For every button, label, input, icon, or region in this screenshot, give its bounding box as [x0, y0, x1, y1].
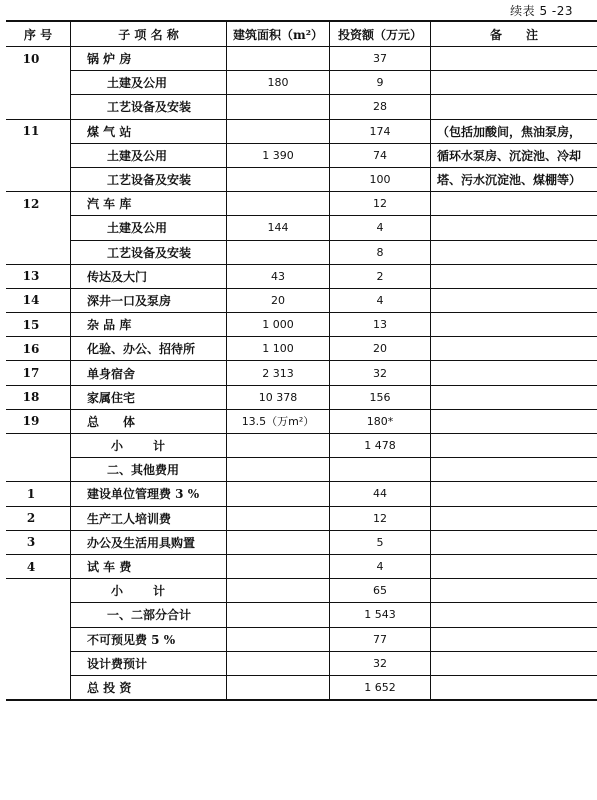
cell-remark: 循环水泵房、沉淀池、冷却: [431, 143, 597, 167]
table-row: [6, 313, 597, 337]
table-row: [6, 119, 597, 143]
cell-area: 1 390: [227, 143, 330, 167]
cell-area: [227, 95, 330, 119]
cell-seq: [6, 167, 71, 191]
table-row: [6, 530, 597, 554]
cell-item: 生产工人培训费: [71, 506, 227, 530]
cell-seq: 3: [6, 530, 71, 554]
cell-area: [227, 47, 330, 71]
cell-remark: [431, 288, 597, 312]
cell-remark: [431, 216, 597, 240]
cell-remark: [431, 337, 597, 361]
cell-invest: 9: [330, 71, 431, 95]
cell-invest: 1 652: [330, 675, 431, 700]
cell-remark: （包括加酸间，焦油泵房，: [431, 119, 597, 143]
cell-item: 总 投 资: [71, 675, 227, 700]
cell-seq: [6, 71, 71, 95]
cell-area: [227, 192, 330, 216]
cell-item: 锅 炉 房: [71, 47, 227, 71]
cell-seq: 10: [6, 47, 71, 71]
table-row: [6, 216, 597, 240]
cell-seq: [6, 675, 71, 700]
cell-remark: [431, 530, 597, 554]
cell-item: 化验、办公、招待所: [71, 337, 227, 361]
cell-seq: [6, 458, 71, 482]
table-row: [6, 458, 597, 482]
table-row: [6, 240, 597, 264]
cell-seq: 14: [6, 288, 71, 312]
table-body: [6, 47, 597, 701]
cell-invest: 77: [330, 627, 431, 651]
table-row: [6, 288, 597, 312]
table-row: [6, 409, 597, 433]
cell-item: 一、二部分合计: [71, 603, 227, 627]
cell-remark: [431, 192, 597, 216]
cell-invest: 4: [330, 554, 431, 578]
cell-item: 土建及公用: [71, 71, 227, 95]
cell-item: 建设单位管理费 3 %: [71, 482, 227, 506]
cell-item: 家属住宅: [71, 385, 227, 409]
cell-area: [227, 627, 330, 651]
cell-item: 小 计: [71, 434, 227, 458]
cell-item: 工艺设备及安装: [71, 167, 227, 191]
cell-invest: 20: [330, 337, 431, 361]
cell-seq: 2: [6, 506, 71, 530]
cell-remark: [431, 579, 597, 603]
cell-remark: [431, 603, 597, 627]
cell-remark: [431, 506, 597, 530]
cell-remark: [431, 675, 597, 700]
table-row: [6, 95, 597, 119]
cell-invest: 174: [330, 119, 431, 143]
cell-invest: 5: [330, 530, 431, 554]
cell-invest: 65: [330, 579, 431, 603]
cell-seq: 12: [6, 192, 71, 216]
cell-item: 传达及大门: [71, 264, 227, 288]
cell-remark: [431, 627, 597, 651]
cell-area: 180: [227, 71, 330, 95]
cell-area: [227, 603, 330, 627]
cell-invest: 156: [330, 385, 431, 409]
cell-item: 试 车 费: [71, 554, 227, 578]
cell-area: 10 378: [227, 385, 330, 409]
cell-item: 工艺设备及安装: [71, 240, 227, 264]
table-row: [6, 143, 597, 167]
cell-remark: 塔、污水沉淀池、煤棚等）: [431, 167, 597, 191]
cell-area: [227, 530, 330, 554]
cell-seq: [6, 240, 71, 264]
cell-area: 43: [227, 264, 330, 288]
cell-area: [227, 651, 330, 675]
cell-item: 土建及公用: [71, 216, 227, 240]
header-area: 建筑面积（m²）: [227, 21, 330, 47]
cell-area: [227, 458, 330, 482]
cell-area: 13.5（万m²）: [227, 409, 330, 433]
table-row: [6, 603, 597, 627]
cell-item: 小 计: [71, 579, 227, 603]
cell-remark: [431, 434, 597, 458]
cell-item: 办公及生活用具购置: [71, 530, 227, 554]
cell-remark: [431, 71, 597, 95]
cell-item: 汽 车 库: [71, 192, 227, 216]
cell-remark: [431, 264, 597, 288]
cell-invest: 12: [330, 506, 431, 530]
cell-invest: 100: [330, 167, 431, 191]
cell-remark: [431, 651, 597, 675]
cell-remark: [431, 385, 597, 409]
cell-invest: 1 543: [330, 603, 431, 627]
cell-invest: 44: [330, 482, 431, 506]
cell-seq: [6, 603, 71, 627]
cell-seq: 18: [6, 385, 71, 409]
table-row: [6, 192, 597, 216]
cell-seq: 4: [6, 554, 71, 578]
cell-area: [227, 675, 330, 700]
cell-seq: [6, 216, 71, 240]
cell-seq: [6, 651, 71, 675]
cell-invest: 4: [330, 288, 431, 312]
cell-remark: [431, 458, 597, 482]
cell-remark: [431, 313, 597, 337]
cell-area: [227, 506, 330, 530]
cell-area: [227, 554, 330, 578]
table-row: [6, 337, 597, 361]
cell-area: 2 313: [227, 361, 330, 385]
cell-invest: 12: [330, 192, 431, 216]
cell-item: 土建及公用: [71, 143, 227, 167]
table-row: [6, 675, 597, 700]
table-row: [6, 71, 597, 95]
table-row: [6, 385, 597, 409]
cell-seq: 16: [6, 337, 71, 361]
cell-area: [227, 119, 330, 143]
header-remark: 备 注: [431, 21, 597, 47]
cell-seq: 19: [6, 409, 71, 433]
cell-area: 20: [227, 288, 330, 312]
cell-remark: [431, 361, 597, 385]
cell-seq: 13: [6, 264, 71, 288]
table-row: [6, 579, 597, 603]
cell-seq: [6, 434, 71, 458]
cell-area: [227, 240, 330, 264]
cell-invest: 8: [330, 240, 431, 264]
cell-invest: 28: [330, 95, 431, 119]
table-row: [6, 167, 597, 191]
cell-invest: 1 478: [330, 434, 431, 458]
cell-invest: 180*: [330, 409, 431, 433]
cell-seq: 17: [6, 361, 71, 385]
table-row: [6, 554, 597, 578]
table-row: [6, 506, 597, 530]
cell-area: 144: [227, 216, 330, 240]
cell-invest: 2: [330, 264, 431, 288]
cell-item: 工艺设备及安装: [71, 95, 227, 119]
cell-seq: [6, 95, 71, 119]
table-caption: 续表 5 -23: [510, 4, 573, 18]
table-row: [6, 47, 597, 71]
table-row: [6, 434, 597, 458]
cell-area: 1 000: [227, 313, 330, 337]
cell-item: 煤 气 站: [71, 119, 227, 143]
cell-invest: 13: [330, 313, 431, 337]
cell-seq: [6, 579, 71, 603]
header-seq: 序 号: [6, 21, 71, 47]
cell-remark: [431, 482, 597, 506]
cell-remark: [431, 95, 597, 119]
cell-seq: [6, 143, 71, 167]
cell-invest: 32: [330, 361, 431, 385]
table-row: [6, 264, 597, 288]
cell-seq: [6, 627, 71, 651]
cell-item: 深井一口及泵房: [71, 288, 227, 312]
investment-table: [6, 20, 597, 701]
table-row: [6, 361, 597, 385]
cell-item: 不可预见费 5 %: [71, 627, 227, 651]
cell-invest: 32: [330, 651, 431, 675]
cell-remark: [431, 240, 597, 264]
cell-remark: [431, 409, 597, 433]
header-invest: 投资额（万元）: [330, 21, 431, 47]
cell-invest: [330, 458, 431, 482]
header-item: 子 项 名 称: [71, 21, 227, 47]
cell-seq: 1: [6, 482, 71, 506]
cell-seq: 15: [6, 313, 71, 337]
cell-item: 设计费预计: [71, 651, 227, 675]
cell-area: 1 100: [227, 337, 330, 361]
cell-area: [227, 579, 330, 603]
cell-area: [227, 167, 330, 191]
table-row: [6, 627, 597, 651]
cell-remark: [431, 47, 597, 71]
cell-item: 单身宿舍: [71, 361, 227, 385]
cell-area: [227, 482, 330, 506]
cell-item: 杂 品 库: [71, 313, 227, 337]
cell-remark: [431, 554, 597, 578]
cell-item: 二、其他费用: [71, 458, 227, 482]
cell-seq: 11: [6, 119, 71, 143]
table-header-row: [6, 21, 597, 47]
cell-invest: 74: [330, 143, 431, 167]
table-row: [6, 651, 597, 675]
cell-invest: 37: [330, 47, 431, 71]
cell-item: 总 体: [71, 409, 227, 433]
cell-invest: 4: [330, 216, 431, 240]
table-row: [6, 482, 597, 506]
cell-area: [227, 434, 330, 458]
